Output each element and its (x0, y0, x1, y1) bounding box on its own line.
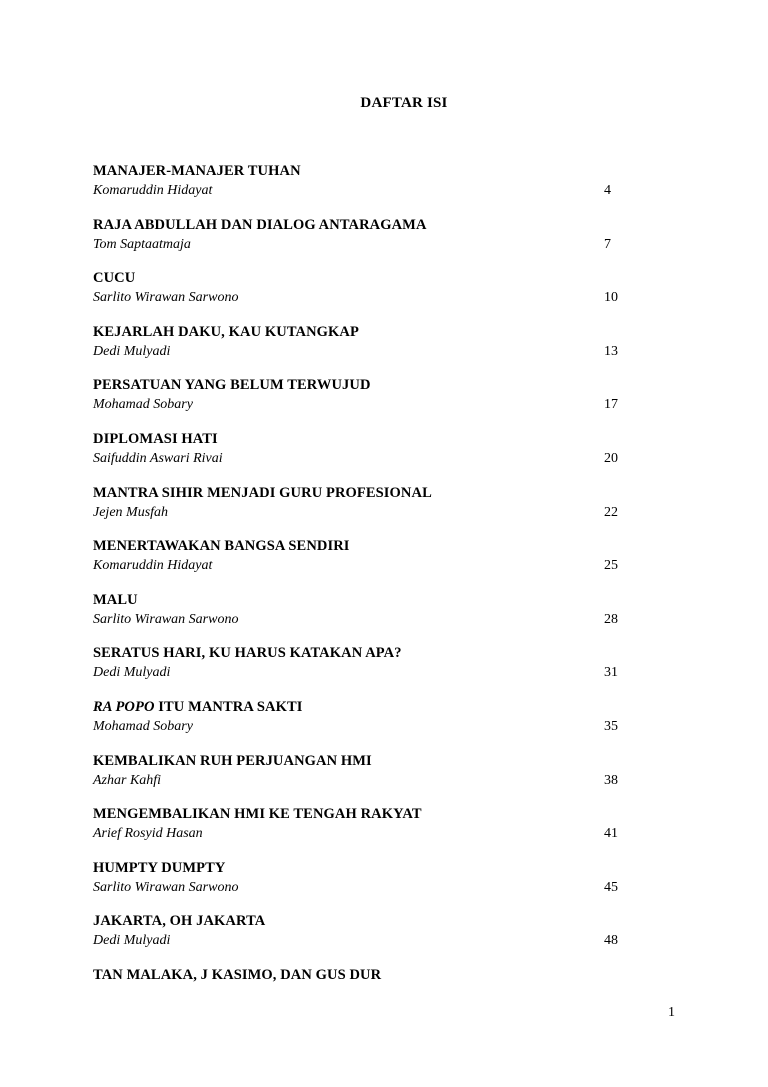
toc-entry-13 (93, 805, 633, 859)
entry-title: MENGEMBALIKAN HMI KE TENGAH RAKYAT (93, 806, 422, 823)
entry-page-number: 31 (604, 665, 618, 681)
page-title: DAFTAR ISI (360, 95, 448, 111)
toc-entry-11 (93, 698, 633, 752)
entry-title (93, 698, 633, 717)
entry-title: CUCU (93, 270, 136, 287)
entry-author: Azhar Kahfi (93, 772, 162, 788)
toc-entry-10 (93, 644, 633, 698)
entry-page-number: 20 (604, 450, 618, 466)
entry-author: Mohamad Sobary (93, 718, 193, 734)
toc-entry-9 (93, 591, 633, 645)
entry-author: Sarlito Wirawan Sarwono (93, 879, 239, 895)
entry-page-number: 35 (604, 718, 618, 734)
entry-author: Komaruddin Hidayat (93, 558, 213, 574)
toc-entry-12 (93, 752, 633, 806)
entry-title: MANTRA SIHIR MENJADI GURU PROFESIONAL (93, 484, 432, 501)
toc-entry-4 (93, 323, 633, 377)
entry-title: SERATUS HARI, KU HARUS KATAKAN APA? (93, 645, 402, 662)
entry-page-number: 7 (604, 236, 611, 252)
entry-title: MALU (93, 591, 138, 608)
table-of-contents (93, 162, 633, 1020)
toc-entry-2 (93, 216, 633, 270)
toc-entry-8 (93, 537, 633, 591)
entry-page-number: 45 (604, 879, 618, 895)
entry-title: KEJARLAH DAKU, KAU KUTANGKAP (93, 323, 359, 340)
entry-title: HUMPTY DUMPTY (93, 859, 226, 876)
toc-entry-1 (93, 162, 633, 216)
entry-author: Sarlito Wirawan Sarwono (93, 290, 239, 306)
entry-title: KEMBALIKAN RUH PERJUANGAN HMI (93, 752, 372, 769)
page-number: 1 (668, 1005, 675, 1020)
entry-page-number: 10 (604, 290, 618, 306)
entry-author: Dedi Mulyadi (93, 665, 171, 681)
toc-entry-16 (93, 966, 633, 1020)
entry-author: Dedi Mulyadi (93, 933, 171, 949)
entry-author: Sarlito Wirawan Sarwono (93, 611, 239, 627)
toc-entry-15 (93, 912, 633, 966)
entry-page-number: 28 (604, 611, 618, 627)
entry-author: Komaruddin Hidayat (93, 183, 213, 198)
entry-title-rest: ITU MANTRA SAKTI (154, 698, 303, 715)
entry-title: MENERTAWAKAN BANGSA SENDIRI (93, 538, 350, 555)
entry-title: PERSATUAN YANG BELUM TERWUJUD (93, 377, 371, 394)
entry-title: RAJA ABDULLAH DAN DIALOG ANTARAGAMA (93, 216, 427, 233)
entry-author: Arief Rosyid Hasan (93, 826, 203, 842)
entry-page-number: 17 (604, 397, 618, 413)
entry-page-number: 38 (604, 772, 618, 788)
entry-page-number: 25 (604, 558, 618, 574)
entry-page-number: 48 (604, 933, 618, 949)
entry-author: Jejen Musfah (93, 504, 169, 520)
entry-page-number: 22 (604, 504, 618, 520)
entry-page-number: 4 (604, 183, 611, 198)
entry-author: Mohamad Sobary (93, 397, 193, 413)
toc-entry-3 (93, 269, 633, 323)
entry-title: JAKARTA, OH JAKARTA (93, 913, 266, 930)
entry-author: Dedi Mulyadi (93, 343, 171, 359)
entry-title-italic: RA POPO (93, 698, 155, 715)
toc-entry-14 (93, 859, 633, 913)
entry-title: TAN MALAKA, J KASIMO, DAN GUS DUR (93, 966, 382, 983)
entry-page-number: 41 (604, 826, 618, 842)
entry-title: MANAJER-MANAJER TUHAN (93, 163, 301, 179)
toc-entry-5 (93, 376, 633, 430)
entry-title: DIPLOMASI HATI (93, 430, 218, 447)
entry-page-number: 13 (604, 343, 618, 359)
toc-entry-6 (93, 430, 633, 484)
entry-author: Tom Saptaatmaja (93, 236, 191, 252)
entry-author: Saifuddin Aswari Rivai (93, 450, 223, 466)
toc-entry-7 (93, 484, 633, 538)
toc-heading (0, 94, 768, 112)
